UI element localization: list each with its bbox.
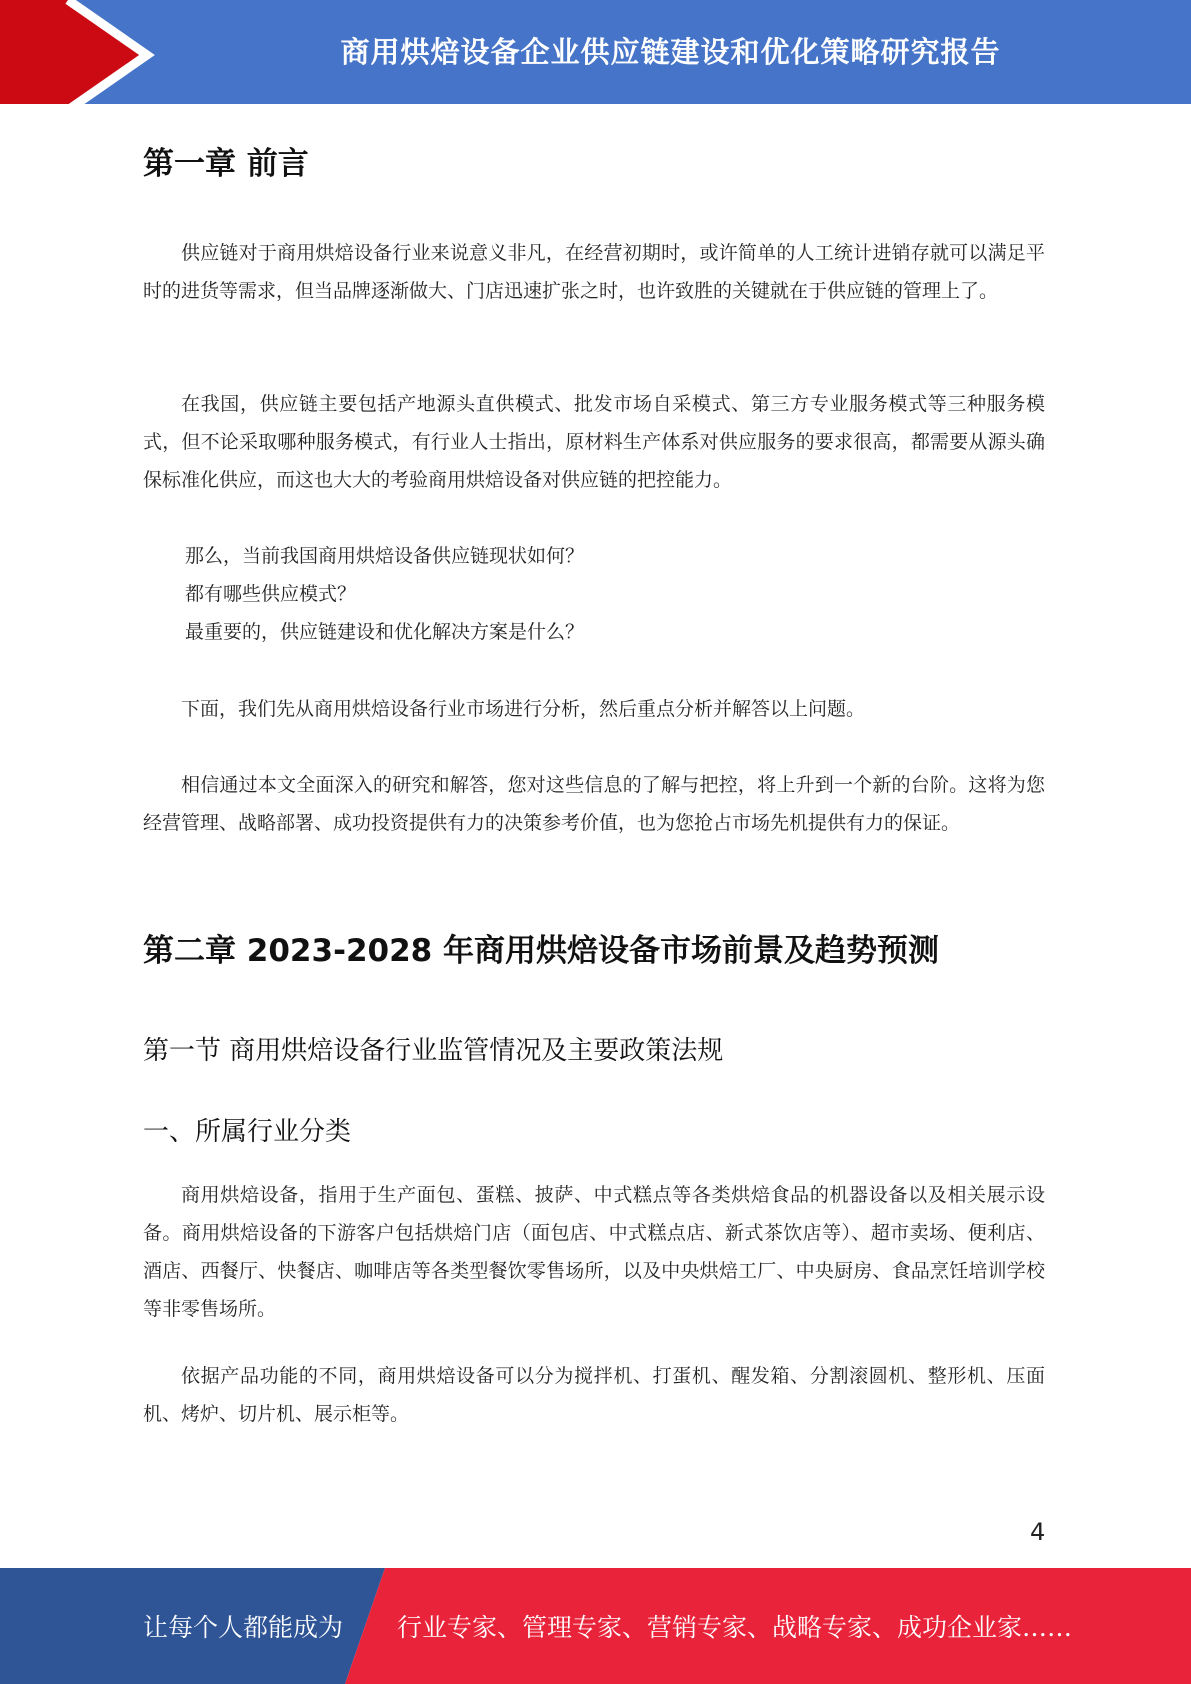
footer-slogan-left: 让每个人都能成为 [143,1613,344,1642]
header-red-arrow [0,0,147,110]
header-banner [0,0,1191,110]
question-1: 那么，当前我国商用烘焙设备供应链现状如何？ [185,545,585,567]
paragraph-3: 商用烘焙设备，指用于生产面包、蛋糕、披萨、中式糕点等各类烘焙食品的机器设备以及相关展示设备。商用烘焙设备的下游客户包括烘焙门店（面包店、中式糕点店、新式茶饮店等）、超市卖场、便利店、酒店、西餐厅、快餐店、咖啡店等各类型餐饮零售场所，以及中央烘焙工厂、中央厨房、食品烹饪培训学校等非零售场所。 [143,1184,1045,1320]
chapter-2-title: 第二章 2023-2028 年商用烘焙设备市场前景及趋势预测 [143,933,940,969]
header-bottom-line [0,104,1191,110]
subsection-1-title: 一、所属行业分类 [143,1117,352,1147]
paragraph-1: 供应链对于商用烘焙设备行业来说意义非凡，在经营初期时，或许简单的人工统计进销存就可以满足平时的进货等需求，但当品牌逐渐做大、门店迅速扩张之时，也许致胜的关键就在于供应链的管理上了。 [143,242,1045,302]
section-1-title: 第一节 商用烘焙设备行业监管情况及主要政策法规 [143,1036,724,1066]
page-number: 4 [1030,1518,1046,1546]
paragraph-4: 依据产品功能的不同，商用烘焙设备可以分为搅拌机、打蛋机、醒发箱、分割滚圆机、整形机、压面机、烤炉、切片机、展示柜等。 [143,1365,1045,1425]
footer-slogan-right: 行业专家、管理专家、营销专家、战略专家、成功企业家…… [397,1613,1073,1642]
footer-banner [0,1568,1191,1684]
chapter-1-title: 第一章 前言 [143,146,309,182]
paragraph-final: 相信通过本文全面深入的研究和解答，您对这些信息的了解与把控，将上升到一个新的台阶。这将为您经营管理、战略部署、成功投资提供有力的决策参考价值，也为您抢占市场先机提供有力的保证。 [143,774,1045,834]
paragraph-next: 下面，我们先从商用烘焙设备行业市场进行分析，然后重点分析并解答以上问题。 [181,698,866,720]
question-3: 最重要的，供应链建设和优化解决方案是什么？ [185,621,585,643]
paragraph-2: 在我国，供应链主要包括产地源头直供模式、批发市场自采模式、第三方专业服务模式等三种服务模式，但不论采取哪种服务模式，有行业人士指出，原材料生产体系对供应服务的要求很高，都需要从源头确保标准化供应，而这也大大的考验商用烘焙设备对供应链的把控能力。 [143,393,1045,491]
question-2: 都有哪些供应模式？ [185,583,357,605]
report-title: 商用烘焙设备企业供应链建设和优化策略研究报告 [340,34,1001,69]
